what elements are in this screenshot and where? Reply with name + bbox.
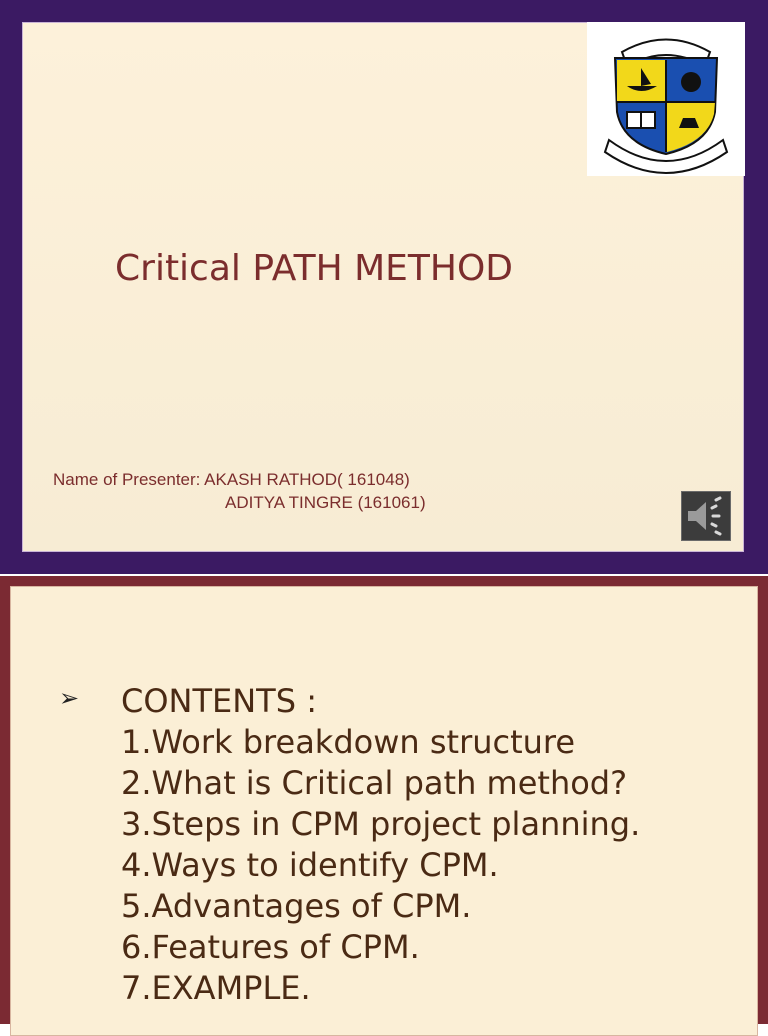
- speaker-icon: [682, 492, 730, 540]
- slide-2: [0, 576, 768, 1024]
- audio-button[interactable]: [681, 491, 731, 541]
- slide-2-content-area: [10, 586, 758, 1036]
- presenter-line-1: Name of Presenter: AKASH RATHOD( 161048): [53, 470, 410, 489]
- list-item: 5.Advantages of CPM.: [121, 887, 472, 925]
- list-item: 4.Ways to identify CPM.: [121, 846, 499, 884]
- slide-title: Critical PATH METHOD: [115, 248, 514, 289]
- list-item: 3.Steps in CPM project planning.: [121, 805, 641, 843]
- presenter-names: [53, 468, 426, 514]
- contents-list: [121, 681, 640, 1009]
- crest-icon: [587, 22, 745, 176]
- institute-logo: [587, 22, 745, 176]
- presenter-line-2: ADITYA TINGRE (161061): [225, 493, 426, 512]
- list-item: 6.Features of CPM.: [121, 928, 420, 966]
- contents-heading: CONTENTS :: [121, 682, 317, 720]
- list-item: 2.What is Critical path method?: [121, 764, 628, 802]
- list-item: 7.EXAMPLE.: [121, 969, 311, 1007]
- list-item: 1.Work breakdown structure: [121, 723, 576, 761]
- arrow-bullet-icon: ➢: [59, 684, 80, 712]
